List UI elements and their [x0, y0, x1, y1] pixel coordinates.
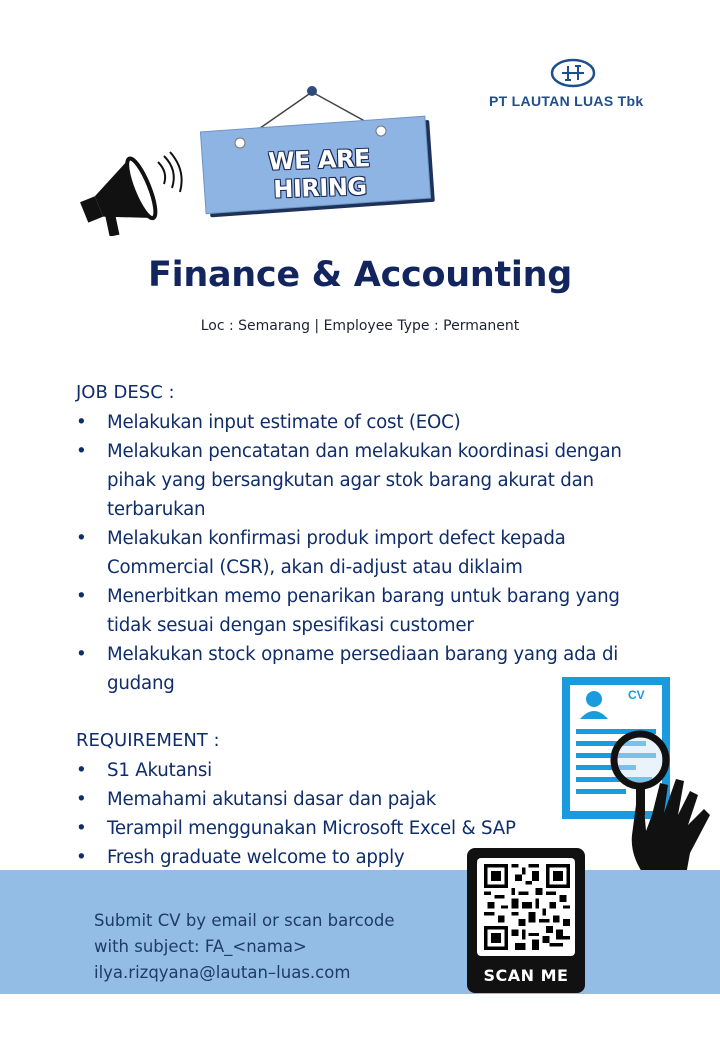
list-item: • Fresh graduate welcome to apply — [76, 843, 516, 872]
hiring-banner-text: WE ARE HIRING — [267, 144, 371, 204]
job-desc-list — [76, 408, 661, 698]
list-item: • S1 Akutansi — [76, 756, 516, 785]
list-item: • Melakukan pencatatan dan melakukan koordinasi dengan pihak yang bersangkutan agar stok barang akurat dan terbarukan — [76, 437, 661, 524]
submit-instructions — [94, 908, 394, 986]
requirement-heading: REQUIREMENT : — [76, 730, 220, 751]
list-item: • Memahami akutansi dasar dan pajak — [76, 785, 516, 814]
email-link[interactable]: ilya.rizqyana@lautan–luas.com — [94, 963, 351, 982]
list-item: • Melakukan input estimate of cost (EOC) — [76, 408, 661, 437]
list-item: • Menerbitkan memo penarikan barang untuk barang yang tidak sesuai dengan spesifikasi customer — [76, 582, 661, 640]
company-name: PT LAUTAN LUAS Tbk — [489, 93, 644, 109]
requirement-list — [76, 756, 516, 872]
qr-code-icon[interactable] — [484, 864, 570, 950]
megaphone-icon — [72, 148, 184, 236]
subject-line: with subject: FA_<nama> — [94, 937, 307, 956]
job-desc-heading: JOB DESC : — [76, 382, 175, 403]
svg-text:CV: CV — [628, 688, 645, 702]
scan-me-label: SCAN ME — [483, 966, 569, 985]
lautan-luas-logo-icon — [550, 58, 596, 88]
list-item: • Melakukan konfirmasi produk import defect kepada Commercial (CSR), akan di-adjust atau diklaim — [76, 524, 661, 582]
job-meta: Loc : Semarang | Employee Type : Permanent — [200, 318, 520, 334]
job-title: Finance & Accounting — [148, 255, 572, 295]
list-item: • Melakukan stock opname persediaan barang yang ada di gudang — [76, 640, 661, 698]
submit-line: Submit CV by email or scan barcode — [94, 911, 395, 930]
list-item: • Terampil menggunakan Microsoft Excel & SAP — [76, 814, 516, 843]
